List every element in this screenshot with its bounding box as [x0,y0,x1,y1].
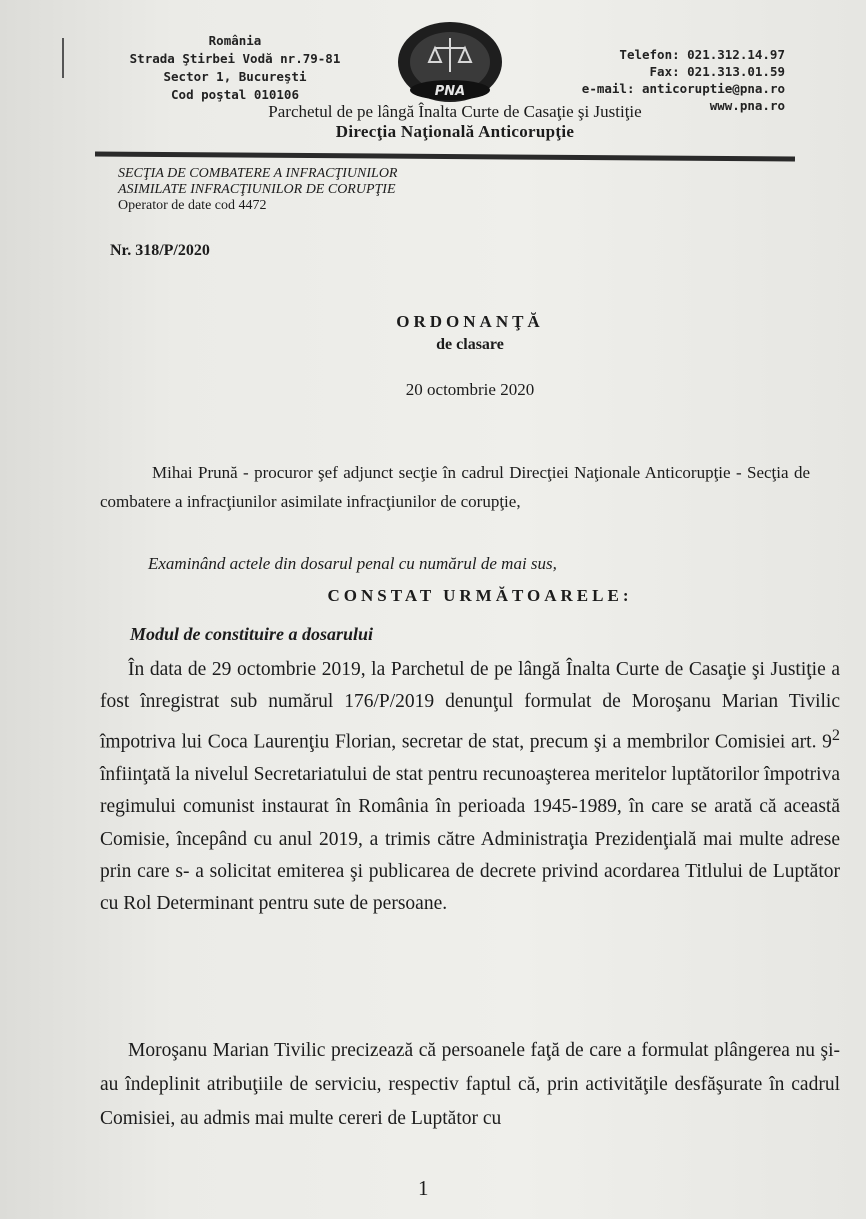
institution-name: Parchetul de pe lângă Înalta Curte de Casaţie şi Justiţie [268,102,642,121]
address-country: România [208,33,262,48]
operator-code: Operator de date cod 4472 [118,198,267,213]
examining-line: Examinând actele din dosarul penal cu numărul de mai sus, [148,554,557,573]
contact-website: www.pna.ro [709,98,785,113]
header-rule [95,152,795,162]
section-line-1: SECŢIA DE COMBATERE A INFRACŢIUNILOR [118,166,398,181]
address-block [120,32,350,104]
directorate-name: Direcţia Naţională Anticorupţie [335,122,575,141]
address-sector: Sector 1, Bucureşti [163,69,307,84]
document-subtitle: de clasare [436,336,504,353]
margin-mark [62,38,64,78]
contact-phone: Telefon: 021.312.14.97 [619,47,785,62]
document-date: 20 octombrie 2020 [405,380,535,399]
body-paragraph-2: Moroşanu Marian Tivilic precizează că persoanele faţă de care a formulat plângerea nu şi-au îndeplinit atribuţiile de serviciu, respectiv faptul că, prin activităţile desfăşurate în cadrul Comisiei, au admis mai multe cereri de Luptător cu [100,1040,840,1129]
section-subheading: Modul de constituire a dosarului [130,624,374,644]
contact-fax: Fax: 021.313.01.59 [649,64,785,79]
document-title: ORDONANŢĂ [396,312,544,331]
page-number: 1 [418,1176,429,1200]
institution-block [195,102,715,142]
case-number: Nr. 318/P/2020 [110,242,210,259]
logo-text: PNA [434,84,466,99]
section-block [118,166,397,214]
findings-heading: CONSTAT URMĂTOARELE: [327,586,633,605]
section-line-2: ASIMILATE INFRACŢIUNILOR DE CORUPŢIE [118,182,396,197]
contact-email: e-mail: anticoruptie@pna.ro [581,81,785,96]
body-paragraph-1-part-b: înfiinţată la nivelul Secretariatului de stat pentru recunoaşterea meritelor luptătorilor împotriva regimului comunist instaurat în România în perioada 1945-1989, în care se arată că această Comisie, începând cu anul 2019, a trimis către Administraţia Prezidenţială mai multe adrese prin care s- a solicitat emiterea şi publicarea de decrete privind acordarea Titlului de Luptător cu Rol Determinant pentru sute de persoane. [100,763,840,915]
dna-seal-logo [395,20,505,106]
article-superscript: 2 [831,725,840,744]
body-paragraph-1 [100,654,840,921]
address-street: Strada Ştirbei Vodă nr.79-81 [129,51,341,66]
intro-paragraph: Mihai Prună - procuror şef adjunct secţie în cadrul Direcţiei Naţionale Anticorupţie - Secţia de combatere a infracţiunilor asimilate infracţiunilor de corupţie, [100,463,810,511]
body-paragraph-1-part-a: În data de 29 octombrie 2019, la Parchetul de pe lângă Înalta Curte de Casaţie şi Justiţie a fost înregistrat sub numărul 176/P/2019 denunţul formulat de Moroşanu Marian Tivilic împotriva lui Coca Laurenţiu Florian, secretar de stat, precum şi a membrilor Comisiei art. 9 [100,659,840,753]
address-postal-code: Cod poştal 010106 [171,87,299,102]
